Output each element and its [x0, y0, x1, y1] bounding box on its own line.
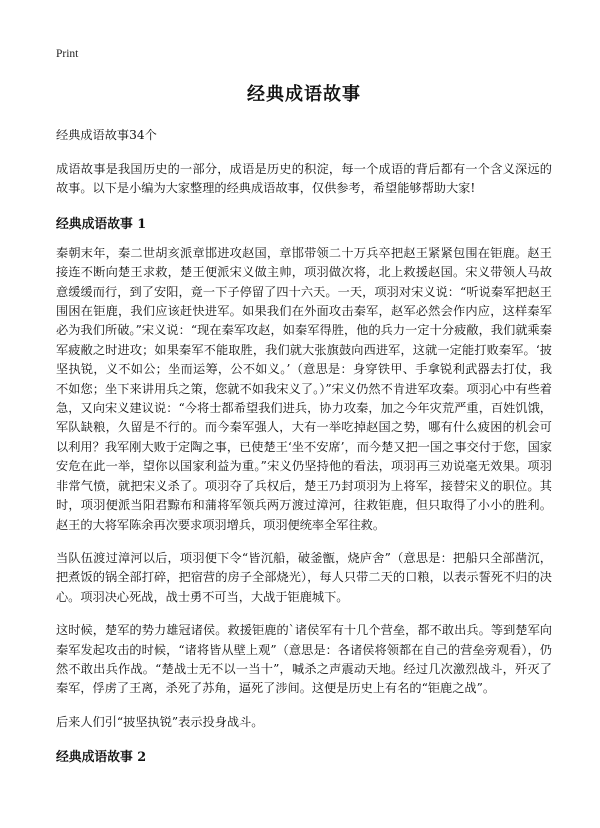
- story-paragraph: 这时候，楚军的势力雄冠诸侯。救援钜鹿的`诸侯军有十几个营垒，都不敢出兵。等到楚军向秦军发起攻击的时候，“诸将皆从壁上观”（意思是：各诸侯将领都在自己的营垒旁观看），仍然不敢出兵作战。“楚战士无不以一当十”，喊杀之声震动天地。经过几次激烈战斗，歼灭了秦军，俘虏了王离，杀死了苏角，逼死了涉间。这便是历史上有名的“钜鹿之战”。: [56, 623, 552, 696]
- document-subtitle: 经典成语故事34个: [56, 128, 157, 142]
- intro-paragraph: 成语故事是我国历史的一部分，成语是历史的积淀，每一个成语的背后都有一个含义深远的故事。以下是小编为大家整理的经典成语故事，仅供参考，希望能够帮助大家!: [56, 162, 552, 196]
- story-paragraph: 当队伍渡过漳河以后，项羽便下令“皆沉船，破釜甑，烧庐舍”（意思是：把船只全部凿沉，把煮饭的锅全部打碎，把宿营的房子全部烧光），每人只带二天的口粮，以表示誓死不归的决心。项羽决心死战，战士勇不可当，大战于钜鹿城下。: [56, 550, 552, 604]
- story-paragraph: 后来人们引“披坚执锐”表示投身战斗。: [56, 714, 264, 729]
- story-paragraph: 秦朝末年，秦二世胡亥派章邯进攻赵国，章邯带领二十万兵卒把赵王紧紧包围在钜鹿。赵王接连不断向楚王求救，楚王便派宋义做主帅，项羽做次将，北上救援赵国。宋义带领人马故意缓缓而行，到了安阳，竟一下子停留了四十六天。一天，项羽对宋义说：“听说秦军把赵王围困在钜鹿，我们应该赶快进军。如果我们在外面攻击秦军，赵军必然会作内应，这样秦军必为我们所破。”宋义说：“现在秦军攻赵，如秦军得胜，他的兵力一定十分疲敝，我们就乘秦军疲敝之时进攻；如果秦军不能取胜，我们就大张旗鼓向西进军，这就一定能打败秦军。‘披坚执锐，义不如公；坐而运筹，公不如义。’（意思是：身穿铁甲、手拿锐利武器去打仗，我不如您；坐下来讲用兵之策，您就不如我宋义了。）”宋义仍然不肯进军攻秦。项羽心中有些着急，又向宋义建议说：“今将士都希望我们进兵，协力攻秦，加之今年灾荒严重，百姓饥饿，军队缺粮，久留是不行的。而今秦军强人，大有一举吃掉赵国之势，哪有什么疲困的机会可以利用？我军刚大败于定陶之事，已使楚王‘坐不安席’，而今楚又把一国之事交付于您，国家安危在此一举，望你以国家利益为重。”宋义仍坚持他的看法，项羽再三劝说毫无效果。项羽非常气愤，就把宋义杀了。项羽夺了兵权后，楚王乃封项羽为上将军，接替宋义的职位。其时，项羽便派当阳君黥布和蒲将军领兵两万渡过漳河，往救钜鹿，但只取得了小小的胜利。赵王的大将军陈余再次要求项羽增兵，项羽便统率全军往救。: [56, 245, 552, 532]
- print-link[interactable]: Print: [56, 48, 79, 60]
- document-body: [56, 80, 552, 777]
- section-heading-1: 经典成语故事 1: [56, 216, 147, 232]
- section-heading-2: 经典成语故事 2: [56, 750, 147, 766]
- page-title: 经典成语故事: [247, 84, 361, 105]
